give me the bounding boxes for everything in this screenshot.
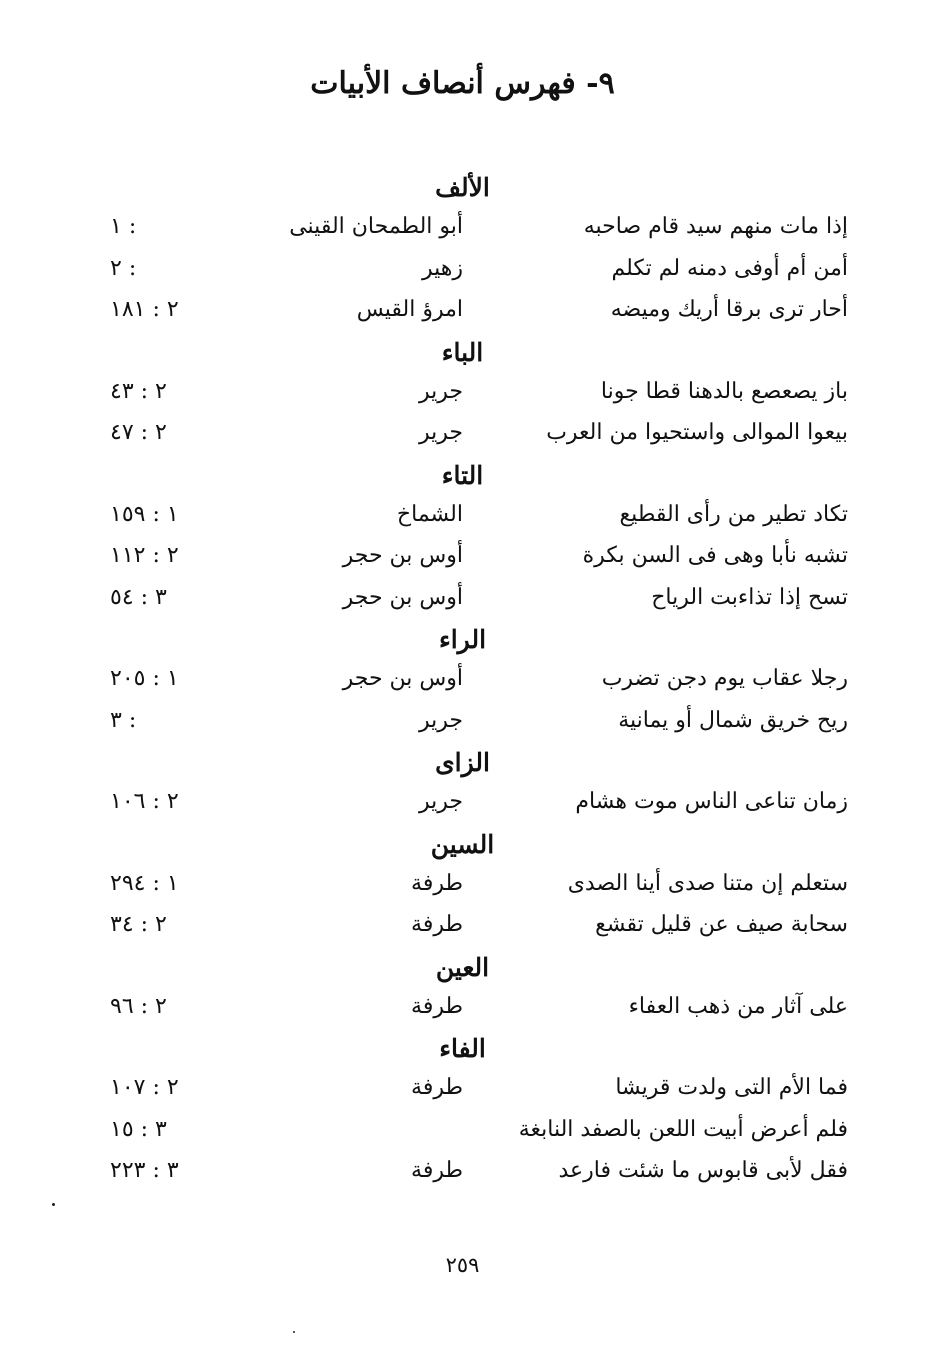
verse-half: باز يصعصع بالدهنا قطا جونا [600, 378, 848, 404]
page-title-text: ٩- فهرس أنصاف الأبيات [310, 66, 615, 101]
verse-half: إذا مات منهم سيد قام صاحبه [583, 214, 848, 239]
volume-page-reference: ١ : ١٥٩ [110, 501, 179, 527]
index-entry-row [0, 865, 925, 907]
index-entry-row [0, 579, 925, 621]
verse-half: سحابة صيف عن قليل تقشع [595, 912, 848, 937]
volume-page-reference: ١ : ٢٩٤ [110, 870, 179, 896]
index-entry-row [0, 783, 925, 825]
index-entry-row [0, 291, 925, 333]
volume-page-reference: ٢ : ٩٦ [110, 993, 167, 1019]
index-entry-row [0, 373, 925, 415]
poet-name: طرفة [411, 870, 463, 896]
verse-half: تكاد تطير من رأى القطيع [619, 501, 848, 527]
page-number: ٢٥٩ [445, 1253, 480, 1277]
poet-name: جرير [419, 789, 463, 814]
volume-page-reference: ٢ : ٣٤ [110, 912, 167, 937]
verse-half: أمن أم أوفى دمنه لم تكلم [611, 255, 848, 281]
index-entry-row [0, 906, 925, 948]
poet-name: طرفة [411, 1158, 463, 1183]
scan-speck [52, 1203, 55, 1206]
index-entry-row [0, 1069, 925, 1111]
index-entry-row [0, 208, 925, 250]
section-heading: العين [435, 952, 490, 982]
poet-name: طرفة [411, 1075, 463, 1100]
verse-half: فلم أعرض أبيت اللعن بالصفد النابغة [518, 1116, 848, 1142]
volume-page-reference: ١ : [110, 214, 137, 239]
poet-name: أوس بن حجر [342, 666, 463, 691]
poet-name: أوس بن حجر [342, 584, 463, 610]
index-entry-row [0, 250, 925, 292]
poet-name: طرفة [411, 912, 463, 937]
verse-half: على آثار من ذهب العفاء [628, 993, 848, 1019]
page-title [0, 66, 925, 101]
verse-half: ريح خريق شمال أو يمانية [618, 707, 848, 733]
section-heading: الألف [435, 173, 490, 202]
verse-half: ستعلم إن متنا صدى أينا الصدى [567, 870, 848, 896]
poet-name: أبو الطمحان القينى [289, 214, 463, 239]
volume-page-reference: ٢ : ١٨١ [110, 297, 179, 322]
volume-page-reference: ٢ : ١٠٧ [110, 1075, 179, 1100]
verse-half: فما الأم التى ولدت قريشا [615, 1075, 848, 1100]
section-heading: الفاء [439, 1034, 486, 1063]
index-entry-row [0, 1111, 925, 1153]
verse-half: أحار ترى برقا أريك وميضه [610, 297, 848, 322]
index-entry-row [0, 660, 925, 702]
volume-page-reference: ٢ : ١٠٦ [110, 789, 179, 814]
section-heading: الزاى [435, 748, 490, 777]
section-heading: الراء [438, 625, 487, 654]
verse-half: زمان تناعى الناس موت هشام [575, 789, 848, 814]
poet-name: الشماخ [396, 501, 463, 527]
poet-name: جرير [419, 420, 463, 445]
volume-page-reference: ٢ : ١١٢ [110, 543, 179, 568]
index-sections [0, 168, 925, 1194]
poet-name: أوس بن حجر [342, 543, 463, 568]
poet-name: طرفة [411, 993, 463, 1019]
index-entry-row [0, 702, 925, 744]
verse-half: تسح إذا تذاءبت الرياح [651, 584, 848, 610]
poet-name: زهير [421, 255, 463, 281]
volume-page-reference: ٢ : ٤٧ [110, 420, 167, 445]
poet-name: جرير [419, 378, 463, 404]
volume-page-reference: ٢ : ٤٣ [110, 378, 167, 404]
verse-half: بيعوا الموالى واستحيوا من العرب [546, 420, 848, 445]
index-entry-row [0, 496, 925, 538]
verse-half: رجلا عقاب يوم دجن تضرب [601, 666, 848, 691]
section-heading: الباء [441, 337, 484, 367]
index-entry-row [0, 988, 925, 1030]
index-entry-row [0, 414, 925, 456]
verse-half: فقل لأبى قابوس ما شئت فارعد [558, 1158, 848, 1183]
scan-speck [293, 1331, 295, 1333]
poet-name: امرؤ القيس [356, 297, 463, 322]
verse-half: تشبه نأبا وهى فى السن بكرة [582, 543, 848, 568]
index-entry-row [0, 1152, 925, 1194]
volume-page-reference: ٢ : [110, 255, 137, 281]
volume-page-reference: ١ : ٢٠٥ [110, 666, 179, 691]
poet-name: جرير [419, 707, 463, 733]
section-heading: التاء [441, 460, 484, 490]
volume-page-reference: ٣ : [110, 707, 137, 733]
volume-page-reference: ٣ : ٥٤ [110, 584, 167, 610]
volume-page-reference: ٣ : ٢٢٣ [110, 1158, 179, 1183]
index-entry-row [0, 537, 925, 579]
volume-page-reference: ٣ : ١٥ [110, 1116, 167, 1142]
section-heading: السين [430, 829, 495, 859]
